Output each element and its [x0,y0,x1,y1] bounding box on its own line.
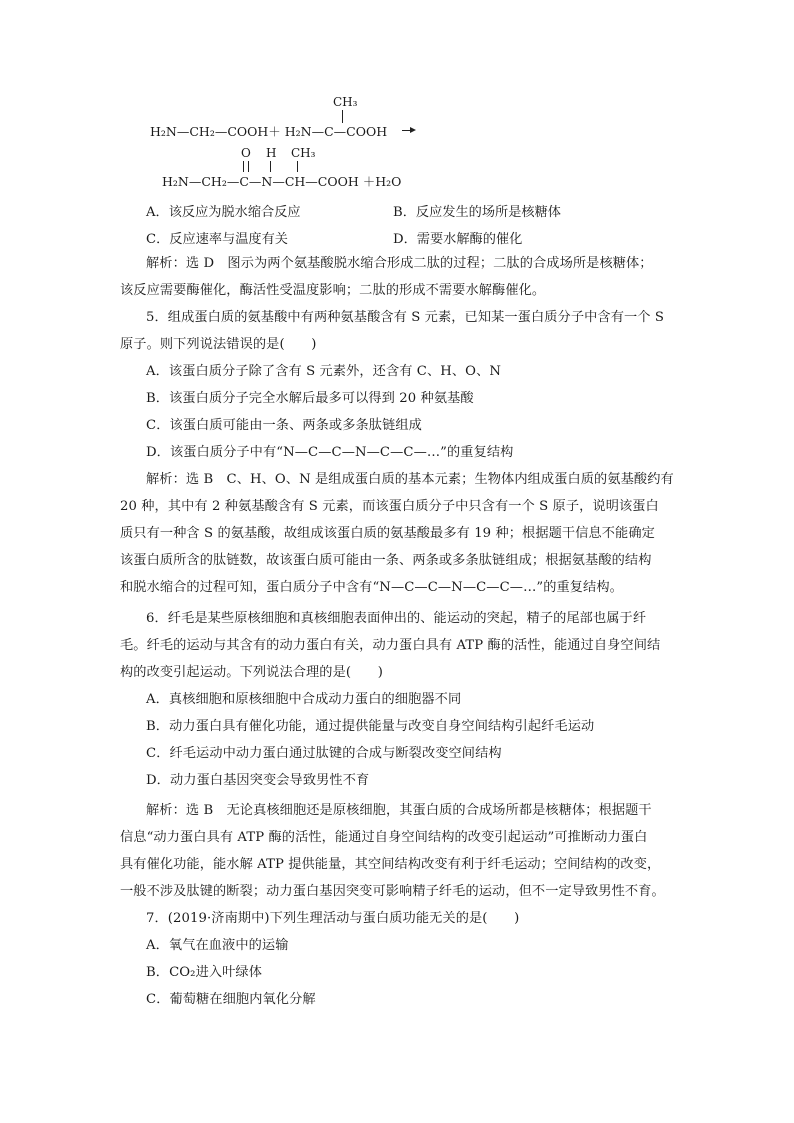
q5-analysis-line: 该蛋白质所含的肽链数，故该蛋白质可能由一条、两条或多条肽链组成；根据氨基酸的结构 [120,553,652,568]
carbonyl-o: O [241,146,251,160]
q4-option-b: B．反应发生的场所是核糖体 [393,205,561,220]
q4-analysis-line: 该反应需要酶催化，酶活性受温度影响；二肽的形成不需要水解酶催化。 [120,283,546,298]
q5-stem-line: 原子。则下列说法错误的是( ) [120,337,317,352]
q7-option-c: C．葡萄糖在细胞内氧化分解 [146,992,316,1007]
q6-option-c: C．纤毛运动中动力蛋白通过肽键的合成与断裂改变空间结构 [146,746,502,761]
q5-analysis-line: 20 种，其中有 2 种氨基酸含有 S 元素，而该蛋白质分子中只含有一个 S 原子，说明该蛋白 [120,499,659,514]
q5-option-d: D．该蛋白质分子中有“N—C—C—N—C—C—…”的重复结构 [146,445,514,460]
q6-stem-line: 构的改变引起运动。下列说法合理的是( ) [120,665,383,680]
products: H₂N—CH₂—C—N—CH—COOH ＋H₂O [162,174,402,189]
q5-option-c: C．该蛋白质可能由一条、两条或多条肽链组成 [146,418,422,433]
q6-analysis-line: 信息“动力蛋白具有 ATP 酶的活性，能通过自身空间结构的改变引起运动”可推断动力蛋白 [120,830,648,845]
q4-analysis-line: 解析：选 D 图示为两个氨基酸脱水缩合形成二肽的过程；二肽的合成场所是核糖体； [146,256,653,271]
double-bond [243,161,249,172]
q6-stem-line: 6．纤毛是某些原核细胞和真核细胞表面伸出的、能运动的突起，精子的尾部也属于纤 [146,611,647,626]
arrow-head-icon [410,127,416,133]
q4-option-a: A．该反应为脱水缩合反应 [146,205,301,220]
q7-stem: 7．(2019·济南期中)下列生理活动与蛋白质功能无关的是( ) [146,911,520,926]
c-ch3-bond [297,161,298,172]
amide-h: H [266,146,277,160]
q6-analysis-line: 解析：选 B 无论真核细胞还是原核细胞，其蛋白质的合成场所都是核糖体；根据题干 [146,803,652,818]
q5-analysis-line: 解析：选 B C、H、O、N 是组成蛋白质的基本元素；生物体内组成蛋白质的氨基酸约有 [146,472,674,487]
q4-option-d: D．需要水解酶的催化 [393,232,523,247]
q6-stem-line: 毛。纤毛的运动与其含有的动力蛋白有关，动力蛋白具有 ATP 酶的活性，能通过自身空间结 [120,638,661,653]
ch3-label-top: CH₃ [333,95,358,109]
q6-analysis-line: 具有催化功能，能水解 ATP 提供能量，其空间结构改变有利于纤毛运动；空间结构的改变， [120,857,661,872]
n-h-bond [270,161,271,172]
q6-option-b: B．动力蛋白具有催化功能，通过提供能量与改变自身空间结构引起纤毛运动 [146,719,595,734]
ch3-label-product: CH₃ [291,146,316,160]
q6-analysis-line: 一般不涉及肽键的断裂；动力蛋白基因突变可影响精子纤毛的运动，但不一定导致男性不育。 [120,884,665,899]
q4-option-c: C．反应速率与温度有关 [146,232,288,247]
q6-option-d: D．动力蛋白基因突变会导致男性不育 [146,773,370,788]
q7-option-b: B．CO₂进入叶绿体 [146,965,263,980]
q5-option-b: B．该蛋白质分子完全水解后最多可以得到 20 种氨基酸 [146,391,474,406]
q5-stem-line: 5．组成蛋白质的氨基酸中有两种氨基酸含有 S 元素，已知某一蛋白质分子中含有一个 S [146,310,664,325]
q7-option-a: A．氧气在血液中的运输 [146,938,289,953]
q5-option-a: A．该蛋白质分子除了含有 S 元素外，还含有 C、H、O、N [146,364,502,379]
q5-analysis-line: 质只有一种含 S 的氨基酸，故组成该蛋白质的氨基酸最多有 19 种；根据题干信息不能确定 [120,526,655,541]
q5-analysis-line: 和脱水缩合的过程可知，蛋白质分子中含有“N—C—C—N—C—C—…”的重复结构。 [120,580,623,595]
reactants: H₂N—CH₂—COOH＋ H₂N—C—COOH [150,124,388,139]
q6-option-a: A．真核细胞和原核细胞中合成动力蛋白的细胞器不同 [146,692,462,707]
